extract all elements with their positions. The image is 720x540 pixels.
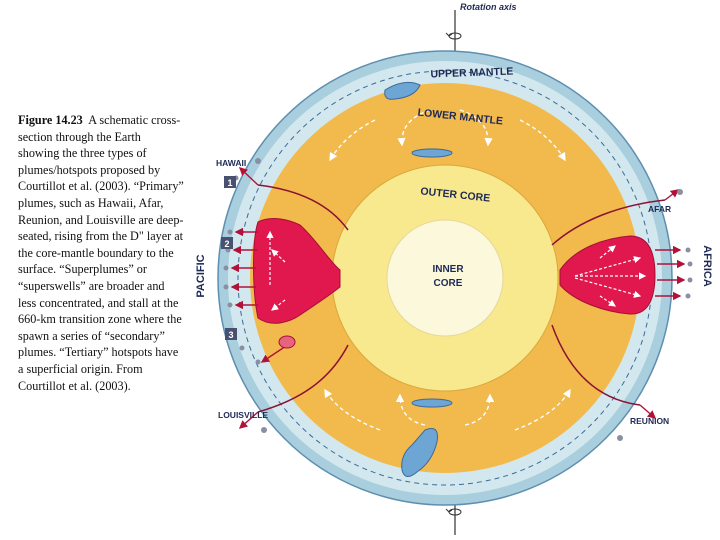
marker-3 bbox=[225, 328, 237, 340]
rotation-axis-label: Rotation axis bbox=[460, 2, 517, 12]
upper-mantle-label: UPPER MANTLE bbox=[430, 65, 514, 81]
africa-label: AFRICA bbox=[701, 245, 713, 287]
pacific-label: PACIFIC bbox=[195, 254, 207, 298]
marker-2 bbox=[221, 237, 233, 249]
figure-number: Figure 14.23 bbox=[18, 113, 83, 127]
caption-text: A schematic cross-section through the Earth showing the three types of plumes/hotspots proposed by Courtillot et al. (2003). “Primary” plumes, such as Hawaii, Afar, Reunion, and Louisville are deep-seated, rising from the D" layer at the core-mantle boundary to the surface. “Superplumes” or “superswells” are broader and less concentrated, and stall at the 660-km transition zone where the spawn a series of “secondary” plumes. “Tertiary” hotspots have a superficial origin. From Courtillot et al. (2003). bbox=[18, 113, 184, 393]
marker-1-label: 1 bbox=[227, 178, 233, 188]
marker-1 bbox=[224, 176, 236, 188]
hawaii-label: HAWAII bbox=[216, 158, 247, 168]
louisville-label: LOUISVILLE bbox=[218, 410, 269, 420]
lower-mantle-label: LOWER MANTLE bbox=[417, 106, 504, 128]
afar-label: AFAR bbox=[648, 204, 672, 214]
reunion-label: REUNION bbox=[630, 416, 670, 426]
tertiary-hotspot-blob bbox=[279, 336, 295, 348]
inner-core-label-line2: CORE bbox=[433, 278, 463, 289]
outer-core-label: OUTER CORE bbox=[419, 185, 491, 205]
marker-3-label: 3 bbox=[228, 330, 234, 340]
marker-2-label: 2 bbox=[224, 239, 230, 249]
inner-core-label-line1: INNER bbox=[432, 264, 464, 275]
